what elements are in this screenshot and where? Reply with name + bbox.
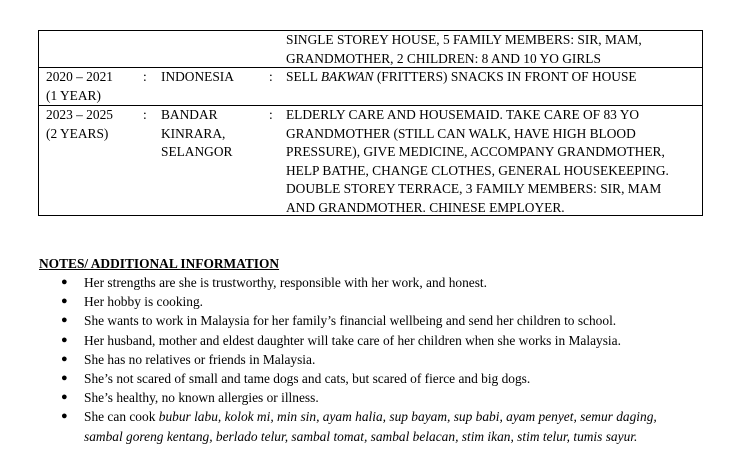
bullet-icon: ● (61, 410, 68, 423)
period-years: 2023 – 2025 (46, 107, 113, 122)
table-row (39, 31, 702, 67)
list-item (0, 331, 734, 350)
duty-line: AND GRANDMOTHER. CHINESE EMPLOYER. (286, 199, 565, 215)
list-item (0, 273, 734, 292)
note-text: She wants to work in Malaysia for her family’s financial wellbeing and send her children to school. (84, 313, 617, 329)
dish-list: sambal goreng kentang, berlado telur, sambal tomat, sambal belacan, stim ikan, stim telur, tumis sayur. (84, 428, 638, 444)
duty-line (286, 68, 701, 87)
location-line: INDONESIA (161, 69, 234, 84)
separator-colon: : (143, 69, 147, 84)
job-duties-cell (286, 68, 701, 87)
list-item (0, 369, 734, 388)
note-text: She’s not scared of small and tame dogs and cats, but scared of fierce and big dogs. (84, 371, 531, 387)
separator-colon: : (269, 107, 273, 122)
period-duration: (2 YEARS) (46, 125, 109, 141)
duty-line: GRANDMOTHER (STILL CAN WALK, HAVE HIGH BLOOD (286, 125, 636, 141)
notes-heading: NOTES/ ADDITIONAL INFORMATION (39, 256, 280, 271)
job-duties-cell (286, 106, 701, 217)
period-cell (46, 106, 113, 143)
duty-line: HELP BATHE, CHANGE CLOTHES, GENERAL HOUSEKEEPING. (286, 162, 669, 178)
note-text: Her hobby is cooking. (84, 294, 204, 310)
bullet-icon: ● (61, 391, 68, 404)
bullet-icon: ● (61, 295, 68, 308)
bullet-icon: ● (61, 372, 68, 385)
note-text: Her husband, mother and eldest daughter will take care of her children when she works in Malaysia. (84, 332, 621, 348)
duty-line: PRESSURE), GIVE MEDICINE, ACCOMPANY GRANDMOTHER, (286, 144, 665, 159)
period-years: 2020 – 2021 (46, 69, 113, 84)
location-cell (161, 68, 234, 87)
list-item (0, 350, 734, 369)
bullet-icon: ● (61, 352, 68, 365)
cook-line (84, 407, 734, 426)
period-duration: (1 YEAR) (46, 87, 101, 103)
list-item (0, 407, 734, 445)
note-text: Her strengths are she is trustworthy, responsible with her work, and honest. (84, 275, 487, 290)
notes-list (0, 273, 734, 446)
bullet-icon: ● (61, 276, 68, 288)
duty-line: SINGLE STOREY HOUSE, 5 FAMILY MEMBERS: SIR, MAM, (286, 32, 642, 47)
location-line: SELANGOR (161, 144, 233, 159)
bullet-icon: ● (61, 314, 68, 327)
location-cell (161, 106, 232, 162)
bullet-icon: ● (61, 333, 68, 346)
period-cell (46, 68, 113, 105)
note-text: She has no relatives or friends in Malaysia. (84, 351, 316, 367)
table-row (39, 67, 702, 105)
note-text: She can cook (84, 409, 159, 425)
job-duties-cell (286, 31, 701, 68)
duty-line: GRANDMOTHER, 2 CHILDREN: 8 AND 10 YO GIRLS (286, 50, 601, 66)
separator-colon: : (143, 107, 147, 122)
dish-list: bubur labu, kolok mi, min sin, ayam halia, sup bayam, sup babi, ayam penyet, semur daging, (158, 409, 657, 425)
location-line: BANDAR (161, 107, 218, 122)
duty-line: DOUBLE STOREY TERRACE, 3 FAMILY MEMBERS: SIR, MAM (286, 181, 662, 196)
table-row (39, 105, 702, 215)
duty-line: ELDERLY CARE AND HOUSEMAID. TAKE CARE OF 83 YO (286, 107, 640, 122)
note-text: She’s healthy, no known allergies or illness. (84, 390, 319, 406)
list-item (0, 388, 734, 407)
employment-history-table (38, 30, 703, 216)
separator-colon: : (269, 69, 273, 84)
duty-text: (FRITTERS) SNACKS IN FRONT OF HOUSE (373, 69, 637, 84)
list-item (0, 311, 734, 330)
location-line: KINRARA, (161, 125, 226, 141)
duty-italic-term: BAKWAN (320, 69, 374, 84)
duty-text: SELL (286, 69, 321, 84)
list-item (0, 292, 734, 311)
